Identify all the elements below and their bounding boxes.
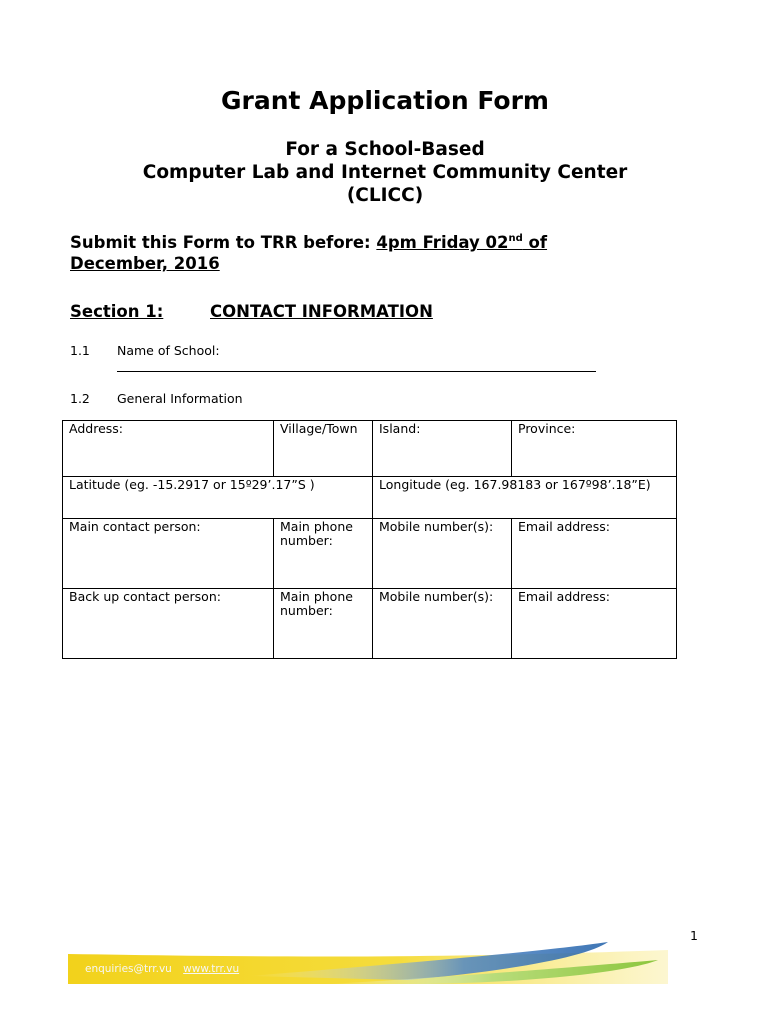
form-subtitle-line3: (CLICC) [346, 185, 424, 206]
province-label: Province: [518, 421, 576, 436]
longitude-label: Longitude (eg. 167.98183 or 167º98’.18”E) [379, 477, 651, 492]
section-label: Section 1: [70, 302, 164, 321]
island-label: Island: [379, 421, 421, 436]
mobile-label: Mobile number(s): [379, 519, 494, 534]
backup-mobile-cell[interactable] [373, 589, 512, 659]
deadline-of: of [522, 233, 548, 252]
backup-email-cell[interactable] [512, 589, 677, 659]
village-town-cell[interactable] [274, 421, 373, 477]
footer-swoosh-graphic [68, 940, 668, 984]
footer-contact [85, 963, 247, 975]
deadline-day: 4pm Friday 02 [376, 233, 509, 252]
section-title: CONTACT INFORMATION [210, 302, 433, 321]
backup-contact-label: Back up contact person: [69, 589, 221, 604]
island-cell[interactable] [373, 421, 512, 477]
address-cell[interactable] [63, 421, 274, 477]
main-contact-cell[interactable] [63, 519, 274, 589]
mobile-cell[interactable] [373, 519, 512, 589]
latitude-cell[interactable] [63, 477, 373, 519]
school-name-label: Name of School: [117, 343, 220, 358]
general-information-table [62, 420, 677, 659]
item-number-1-1: 1.1 [70, 343, 90, 358]
main-phone-label: Main phone number: [280, 519, 353, 548]
email-cell[interactable] [512, 519, 677, 589]
email-label: Email address: [518, 519, 610, 534]
backup-phone-cell[interactable] [274, 589, 373, 659]
item-number-1-2: 1.2 [70, 391, 90, 406]
address-label: Address: [69, 421, 123, 436]
school-name-field[interactable] [117, 371, 596, 372]
main-contact-label: Main contact person: [69, 519, 201, 534]
backup-phone-label: Main phone number: [280, 589, 353, 618]
village-town-label: Village/Town [280, 421, 358, 436]
page-number: 1 [690, 928, 698, 943]
general-information-label: General Information [117, 391, 243, 406]
form-subtitle-line1: For a School-Based [285, 139, 485, 160]
deadline-month-year: December, 2016 [70, 254, 220, 273]
footer-website-link[interactable]: www.trr.vu [183, 963, 240, 975]
latitude-label: Latitude (eg. -15.2917 or 15º29’.17”S ) [69, 477, 315, 492]
backup-contact-cell[interactable] [63, 589, 274, 659]
submit-prefix: Submit this Form to TRR before: [70, 233, 377, 252]
deadline-date [376, 233, 547, 252]
form-title: Grant Application Form [221, 86, 549, 115]
deadline-suffix: nd [508, 233, 523, 244]
province-cell[interactable] [512, 421, 677, 477]
footer-email[interactable]: enquiries@trr.vu [85, 963, 172, 975]
main-phone-cell[interactable] [274, 519, 373, 589]
longitude-cell[interactable] [373, 477, 677, 519]
form-subtitle-line2: Computer Lab and Internet Community Center [142, 162, 628, 183]
backup-mobile-label: Mobile number(s): [379, 589, 494, 604]
backup-email-label: Email address: [518, 589, 610, 604]
submission-deadline [70, 228, 547, 274]
